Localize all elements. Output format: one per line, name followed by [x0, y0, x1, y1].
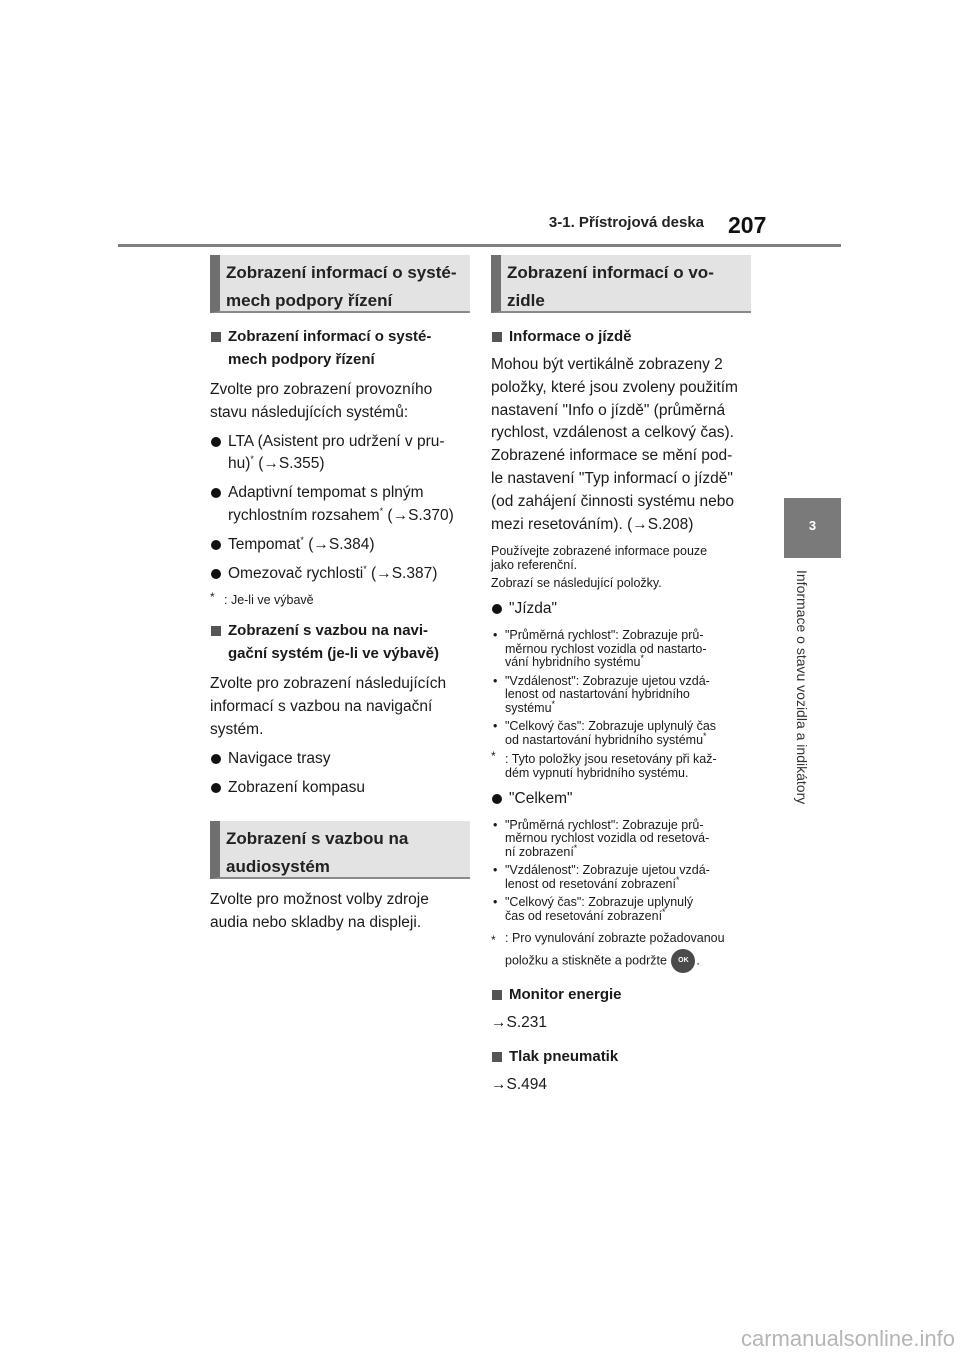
sub-item	[491, 629, 751, 670]
sub-item	[491, 720, 751, 747]
section-box-audio	[210, 821, 470, 879]
paragraph	[210, 379, 470, 425]
text-line: Navigace trasy	[228, 749, 331, 767]
text-line: : Tyto položky jsou resetovány při kaž-	[505, 752, 717, 767]
sub-bullet: •	[493, 863, 498, 878]
text-line: le nastavení "Typ informací o jízdě"	[491, 469, 733, 487]
text-line	[505, 906, 751, 924]
paragraph	[491, 354, 751, 536]
text-line: měrnou rychlost vozidla od nastarto-	[505, 641, 707, 656]
text-span: od nastartování hybridního systému	[505, 732, 704, 747]
list-item	[210, 777, 470, 800]
page-reference: (→S.387)	[366, 564, 438, 582]
sub-bullet: •	[493, 817, 498, 832]
text-line: "Celkem"	[509, 790, 573, 808]
bullet-dot-icon	[492, 794, 502, 804]
footnote-text: : Je-li ve výbavě	[224, 593, 314, 608]
subheading-line: gační systém (je-li ve výbavě)	[228, 645, 439, 663]
footnote-mark: *	[662, 906, 666, 917]
footnote-mark: *	[379, 505, 384, 516]
text-line: Zvolte pro zobrazení následujících	[210, 675, 447, 693]
page-reference: (→S.355)	[253, 455, 325, 473]
subheading-line: Monitor energie	[509, 986, 622, 1004]
list-item	[210, 534, 470, 557]
footnote-mark: *	[491, 933, 496, 948]
bullet-dot-icon	[211, 540, 221, 550]
text-line: informací s vazbou na navigační	[210, 698, 433, 716]
subheading-line: Zobrazení informací o systé-	[228, 328, 432, 345]
text-line: lenost od nastartování hybridního	[505, 687, 690, 702]
text-line: jako referenční.	[491, 558, 578, 573]
list-item	[210, 748, 470, 771]
section-box-vehicle-info	[491, 255, 751, 313]
chapter-tab: 3	[784, 498, 841, 558]
text-span: lenost od resetování zobrazení	[505, 876, 676, 891]
text-line: →S.231	[491, 1014, 548, 1032]
section-box-driving-support	[210, 255, 470, 313]
text-line: mezi resetováním). (→S.208)	[491, 515, 694, 533]
list-item	[210, 431, 470, 477]
square-bullet-icon	[211, 626, 221, 636]
bullet-dot-icon	[211, 783, 221, 793]
text-line: →S.494	[491, 1076, 548, 1094]
text-span: rychlostním rozsahem	[228, 506, 380, 524]
ok-button-icon: OK	[671, 949, 695, 973]
text-line: dém vypnutí hybridního systému.	[505, 766, 689, 781]
text-line: Zvolte pro zobrazení provozního	[210, 381, 433, 398]
box-line: mech podpory řízení	[226, 291, 393, 310]
square-bullet-icon	[492, 990, 502, 1000]
sub-item	[491, 819, 751, 860]
text-line: "Celkový čas": Zobrazuje uplynulý čas	[505, 719, 717, 734]
text-line: : Pro vynulování zobrazte požadovanou	[505, 931, 725, 946]
text-line	[505, 874, 751, 892]
text-line	[228, 453, 470, 476]
text-line	[228, 505, 470, 528]
footnote	[491, 927, 751, 973]
page-number: 207	[728, 212, 767, 238]
text-line: stavu následujících systémů:	[210, 403, 409, 421]
paragraph	[210, 889, 470, 935]
box-line: Zobrazení informací o systé-	[226, 263, 457, 282]
footnote	[210, 590, 470, 608]
text-span: Omezovač rychlosti	[228, 564, 364, 582]
note	[491, 544, 751, 572]
sub-item	[491, 864, 751, 891]
section-title: 3-1. Přístrojová deska	[548, 214, 704, 231]
text-line: Zobrazení kompasu	[228, 778, 365, 796]
text-line: "Vzdálenost": Zobrazuje ujetou vzdá-	[505, 673, 710, 688]
list-item	[210, 482, 470, 528]
text-span: systému	[505, 700, 552, 715]
header-divider	[118, 244, 841, 247]
footnote-mark: *	[551, 698, 556, 709]
footnote-mark: *	[573, 842, 578, 853]
text-line: "Průměrná rychlost": Zobrazuje prů-	[505, 817, 704, 832]
text-line: rychlost, vzdálenost a celkový čas).	[491, 424, 734, 442]
square-bullet-icon	[211, 332, 221, 342]
text-line	[505, 949, 751, 973]
footnote-mark: *	[300, 534, 304, 545]
left-column	[210, 255, 470, 935]
sub-bullet: •	[493, 719, 498, 734]
subheading-energy-monitor	[491, 983, 751, 1006]
text-line	[505, 698, 751, 716]
square-bullet-icon	[492, 332, 502, 342]
text-line: "Celkový čas": Zobrazuje uplynulý	[505, 895, 694, 910]
sub-bullet: •	[493, 895, 498, 910]
text-line: Zobrazené informace se mění pod-	[491, 447, 733, 465]
footnote	[491, 749, 751, 781]
subheading-tire-pressure	[491, 1045, 751, 1068]
bullet-dot-icon	[211, 754, 221, 764]
bullet-dot-icon	[211, 437, 221, 447]
text-line	[228, 563, 470, 586]
text-line: LTA (Asistent pro udržení v pru-	[228, 432, 445, 450]
text-line: audia nebo skladby na displeji.	[210, 914, 422, 932]
text-span: čas od resetování zobrazení	[505, 908, 663, 923]
subheading-line: mech podpory řízení	[228, 351, 375, 368]
page-reference	[491, 1074, 751, 1097]
box-line: Zobrazení s vazbou na	[226, 829, 409, 849]
text-line: nastavení "Info o jízdě" (průměrná	[491, 401, 726, 419]
footnote-mark: *	[675, 874, 680, 885]
square-bullet-icon	[492, 1052, 502, 1062]
subheading-line: Tlak pneumatik	[509, 1048, 619, 1066]
page-reference	[491, 1012, 751, 1035]
right-column	[491, 255, 751, 1097]
text-span: vání hybridního systému	[505, 655, 641, 670]
text-line: (od zahájení činnosti systému nebo	[491, 492, 734, 510]
box-line: zidle	[507, 291, 545, 310]
text-line: Adaptivní tempomat s plným	[228, 484, 424, 502]
text-span: hu)	[228, 455, 251, 473]
text-line: "Vzdálenost": Zobrazuje ujetou vzdá-	[505, 863, 710, 878]
box-line: audiosystém	[226, 857, 330, 877]
sub-bullet: •	[493, 673, 498, 688]
subheading-line: Informace o jízdě	[509, 328, 632, 345]
footnote-mark: *	[250, 454, 254, 465]
list-item	[491, 598, 751, 621]
note	[491, 576, 751, 590]
text-line	[228, 534, 470, 557]
text-span: Tempomat	[228, 535, 301, 553]
list-item	[210, 563, 470, 586]
text-line	[505, 842, 751, 860]
text-line: "Jízda"	[509, 600, 558, 618]
text-line: Zvolte pro možnost volby zdroje	[210, 891, 429, 909]
subheading-navigation	[210, 619, 470, 665]
text-line	[505, 653, 751, 670]
subheading-line: Zobrazení s vazbou na navi-	[228, 622, 429, 640]
footnote-mark: *	[210, 590, 215, 605]
subheading-trip-info	[491, 325, 751, 348]
text-span: .	[696, 953, 700, 968]
footnote-mark: *	[363, 563, 367, 574]
text-span: ní zobrazení	[505, 844, 574, 859]
footnote-mark: *	[491, 749, 496, 764]
bullet-dot-icon	[211, 488, 221, 498]
sub-item	[491, 896, 751, 923]
watermark: carmanualsonline.info	[740, 1326, 955, 1351]
sub-item	[491, 675, 751, 716]
subheading-driving-support	[210, 325, 470, 371]
bullet-dot-icon	[211, 569, 221, 579]
paragraph	[210, 673, 470, 741]
footnote-mark: *	[640, 653, 645, 664]
text-line: systém.	[210, 720, 264, 738]
text-line: Mohou být vertikálně zobrazeny 2	[491, 356, 723, 373]
bullet-dot-icon	[492, 604, 502, 614]
sub-bullet: •	[493, 628, 498, 643]
text-line: Používejte zobrazené informace pouze	[491, 544, 708, 559]
text-line: měrnou rychlost vozidla od resetová-	[505, 831, 710, 846]
text-line	[505, 730, 751, 748]
footnote-mark: *	[703, 730, 707, 741]
page-reference: (→S.370)	[383, 506, 454, 524]
page-reference: (→S.384)	[303, 535, 375, 553]
text-line: položky, které jsou zvoleny použitím	[491, 378, 738, 396]
text-line: "Průměrná rychlost": Zobrazuje prů-	[505, 628, 704, 643]
text-line: Zobrazí se následující položky.	[491, 576, 662, 591]
chapter-title-vertical: Informace o stavu vozidla a indikátory	[794, 570, 810, 805]
box-line: Zobrazení informací o vo-	[507, 263, 714, 282]
list-item	[491, 788, 751, 811]
text-span: položku a stiskněte a podržte	[505, 953, 667, 968]
